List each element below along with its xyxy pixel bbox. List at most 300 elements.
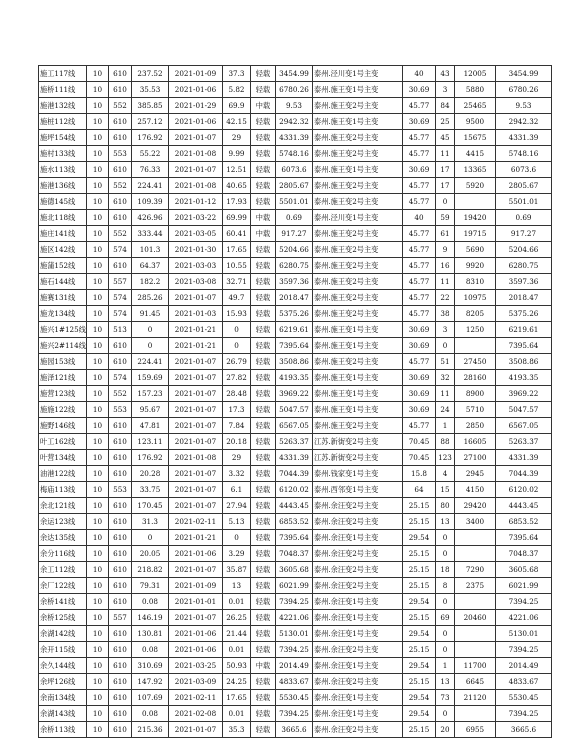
capacity-cell: 610 [109,594,132,610]
transformer-rate-cell: 25.15 [403,722,436,738]
user-count-cell: 11 [436,386,455,402]
load-rate-cell: 0 [223,530,251,546]
user-capacity-cell: 4415 [455,146,496,162]
load-status-cell: 轻载 [251,482,276,498]
line-name-cell: 余工112线 [39,562,87,578]
user-count-cell: 15 [436,482,455,498]
line-name-cell: 施营123线 [39,386,87,402]
load-cell: 79.31 [132,578,169,594]
available-capacity-cell: 4443.45 [496,498,552,514]
available-capacity-cell: 2014.49 [496,658,552,674]
user-count-cell: 3 [436,322,455,338]
user-capacity-cell [455,594,496,610]
capacity-cell: 610 [109,354,132,370]
margin-cell: 4833.67 [276,674,313,690]
load-cell: 176.92 [132,450,169,466]
voltage-cell: 10 [87,434,109,450]
date-cell: 2021-01-07 [169,466,223,482]
date-cell: 2021-01-21 [169,338,223,354]
user-count-cell: 22 [436,290,455,306]
load-cell: 20.28 [132,466,169,482]
margin-cell: 7394.25 [276,706,313,722]
voltage-cell: 10 [87,578,109,594]
voltage-cell: 10 [87,210,109,226]
load-rate-cell: 42.15 [223,114,251,130]
user-count-cell: 123 [436,450,455,466]
table-row [39,434,552,450]
available-capacity-cell: 3665.6 [496,722,552,738]
load-cell: 0.08 [132,706,169,722]
transformer-rate-cell: 30.69 [403,322,436,338]
user-count-cell: 0 [436,594,455,610]
user-capacity-cell: 2850 [455,418,496,434]
user-capacity-cell: 2945 [455,466,496,482]
table-row [39,66,552,82]
user-count-cell: 59 [436,210,455,226]
voltage-cell: 10 [87,226,109,242]
capacity-cell: 610 [109,130,132,146]
voltage-cell: 10 [87,290,109,306]
voltage-cell: 10 [87,130,109,146]
load-status-cell: 轻载 [251,370,276,386]
margin-cell: 6021.99 [276,578,313,594]
line-name-cell: 油港122线 [39,466,87,482]
available-capacity-cell: 5530.45 [496,690,552,706]
load-rate-cell: 28.48 [223,386,251,402]
available-capacity-cell: 6120.02 [496,482,552,498]
transformer-cell: 泰州.余汪变2号主变 [313,514,403,530]
load-status-cell: 轻载 [251,258,276,274]
capacity-cell: 610 [109,450,132,466]
line-name-cell: 施桩112线 [39,114,87,130]
line-name-cell: 施泽121线 [39,370,87,386]
date-cell: 2021-01-07 [169,130,223,146]
load-cell: 76.33 [132,162,169,178]
transformer-cell: 泰州.施王变2号主变 [313,290,403,306]
load-cell: 147.92 [132,674,169,690]
transformer-rate-cell: 25.15 [403,674,436,690]
load-rate-cell: 35.3 [223,722,251,738]
line-name-cell: 余桥141线 [39,594,87,610]
table-row [39,290,552,306]
voltage-cell: 10 [87,418,109,434]
transformer-rate-cell: 15.8 [403,466,436,482]
available-capacity-cell: 7044.39 [496,466,552,482]
user-count-cell: 84 [436,98,455,114]
load-rate-cell: 10.55 [223,258,251,274]
table-row [39,466,552,482]
transformer-cell: 泰州.施王变2号主变 [313,194,403,210]
load-rate-cell: 21.44 [223,626,251,642]
capacity-cell: 610 [109,418,132,434]
user-capacity-cell: 5880 [455,82,496,98]
available-capacity-cell: 2942.32 [496,114,552,130]
load-cell: 107.69 [132,690,169,706]
load-rate-cell: 24.25 [223,674,251,690]
voltage-cell: 10 [87,242,109,258]
user-count-cell: 0 [436,338,455,354]
load-cell: 31.3 [132,514,169,530]
line-name-cell: 施桥111线 [39,82,87,98]
table-row [39,450,552,466]
line-name-cell: 余达135线 [39,530,87,546]
table-row [39,418,552,434]
transformer-cell: 泰州.泾川变1号主变 [313,210,403,226]
load-cell: 35.53 [132,82,169,98]
user-count-cell: 73 [436,690,455,706]
voltage-cell: 10 [87,546,109,562]
user-count-cell: 13 [436,514,455,530]
load-rate-cell: 5.13 [223,514,251,530]
load-cell: 0 [132,338,169,354]
voltage-cell: 10 [87,658,109,674]
user-capacity-cell: 25465 [455,98,496,114]
table-row [39,514,552,530]
user-capacity-cell: 15675 [455,130,496,146]
load-rate-cell: 26.79 [223,354,251,370]
table-row [39,354,552,370]
user-capacity-cell: 28160 [455,370,496,386]
load-rate-cell: 37.3 [223,66,251,82]
user-count-cell: 24 [436,402,455,418]
margin-cell: 7394.25 [276,642,313,658]
load-status-cell: 轻载 [251,146,276,162]
date-cell: 2021-01-06 [169,626,223,642]
transformer-rate-cell: 45.77 [403,354,436,370]
load-cell: 130.81 [132,626,169,642]
capacity-cell: 610 [109,722,132,738]
transformer-cell: 泰州.施王变1号主变 [313,322,403,338]
user-count-cell: 0 [436,530,455,546]
load-rate-cell: 0.01 [223,706,251,722]
load-cell: 95.67 [132,402,169,418]
line-name-cell: 施龙134线 [39,306,87,322]
voltage-cell: 10 [87,562,109,578]
line-name-cell: 余开115线 [39,642,87,658]
table-row [39,242,552,258]
user-count-cell: 51 [436,354,455,370]
load-cell: 224.41 [132,354,169,370]
available-capacity-cell: 3454.99 [496,66,552,82]
table-row [39,162,552,178]
margin-cell: 2942.32 [276,114,313,130]
margin-cell: 5047.57 [276,402,313,418]
load-cell: 47.81 [132,418,169,434]
transformer-cell: 泰州.施王变1号主变 [313,386,403,402]
user-capacity-cell [455,642,496,658]
voltage-cell: 10 [87,722,109,738]
table-row [39,482,552,498]
transformer-rate-cell: 45.77 [403,418,436,434]
load-cell: 333.44 [132,226,169,242]
transformer-rate-cell: 29.54 [403,658,436,674]
load-cell: 0 [132,322,169,338]
user-capacity-cell: 1250 [455,322,496,338]
user-count-cell: 25 [436,114,455,130]
user-count-cell: 9 [436,242,455,258]
transformer-rate-cell: 45.77 [403,290,436,306]
user-count-cell: 0 [436,626,455,642]
voltage-cell: 10 [87,530,109,546]
margin-cell: 5375.26 [276,306,313,322]
user-count-cell: 0 [436,194,455,210]
transformer-rate-cell: 45.77 [403,146,436,162]
date-cell: 2021-01-08 [169,450,223,466]
available-capacity-cell: 6780.26 [496,82,552,98]
margin-cell: 5748.16 [276,146,313,162]
capacity-cell: 574 [109,290,132,306]
load-status-cell: 轻载 [251,722,276,738]
table-row [39,658,552,674]
user-capacity-cell: 5710 [455,402,496,418]
table-row [39,562,552,578]
available-capacity-cell: 5204.66 [496,242,552,258]
transformer-cell: 泰州.余汪变1号主变 [313,658,403,674]
capacity-cell: 574 [109,242,132,258]
line-name-cell: 施蒲152线 [39,258,87,274]
transformer-cell: 江苏.新街变2号主变 [313,434,403,450]
available-capacity-cell: 6021.99 [496,578,552,594]
load-status-cell: 轻载 [251,578,276,594]
date-cell: 2021-01-03 [169,306,223,322]
available-capacity-cell: 4331.39 [496,130,552,146]
user-capacity-cell: 10975 [455,290,496,306]
user-count-cell: 3 [436,82,455,98]
available-capacity-cell: 7395.64 [496,530,552,546]
available-capacity-cell: 2805.67 [496,178,552,194]
load-rate-cell: 49.7 [223,290,251,306]
voltage-cell: 10 [87,274,109,290]
date-cell: 2021-01-08 [169,178,223,194]
available-capacity-cell: 9.53 [496,98,552,114]
load-rate-cell: 29 [223,130,251,146]
load-rate-cell: 15.93 [223,306,251,322]
load-cell: 170.45 [132,498,169,514]
load-cell: 285.26 [132,290,169,306]
date-cell: 2021-01-06 [169,82,223,98]
line-name-cell: 施庄141线 [39,226,87,242]
available-capacity-cell: 3969.22 [496,386,552,402]
available-capacity-cell: 5047.57 [496,402,552,418]
line-name-cell: 余北121线 [39,498,87,514]
margin-cell: 4331.39 [276,450,313,466]
date-cell: 2021-01-06 [169,642,223,658]
transformer-rate-cell: 30.69 [403,370,436,386]
transformer-cell: 泰州.施王变1号主变 [313,338,403,354]
load-cell: 146.19 [132,610,169,626]
table-row [39,674,552,690]
load-cell: 109.39 [132,194,169,210]
date-cell: 2021-03-25 [169,658,223,674]
load-status-cell: 轻载 [251,434,276,450]
load-status-cell: 轻载 [251,322,276,338]
load-status-cell: 轻载 [251,162,276,178]
load-status-cell: 轻载 [251,626,276,642]
margin-cell: 3665.6 [276,722,313,738]
user-capacity-cell: 9920 [455,258,496,274]
margin-cell: 917.27 [276,226,313,242]
margin-cell: 4331.39 [276,130,313,146]
voltage-cell: 10 [87,642,109,658]
voltage-cell: 10 [87,114,109,130]
transformer-cell: 泰州.施王变2号主变 [313,242,403,258]
transformer-cell: 泰州.余汪变1号主变 [313,610,403,626]
margin-cell: 2805.67 [276,178,313,194]
transformer-cell: 泰州.施王变1号主变 [313,370,403,386]
voltage-cell: 10 [87,674,109,690]
line-name-cell: 施野146线 [39,418,87,434]
date-cell: 2021-01-07 [169,290,223,306]
load-rate-cell: 50.93 [223,658,251,674]
table-row [39,178,552,194]
table-row [39,322,552,338]
voltage-cell: 10 [87,370,109,386]
margin-cell: 2014.49 [276,658,313,674]
available-capacity-cell: 7048.37 [496,546,552,562]
load-cell: 215.36 [132,722,169,738]
line-name-cell: 施兴1#125线 [39,322,87,338]
load-status-cell: 轻载 [251,194,276,210]
transformer-cell: 泰州.施王变2号主变 [313,306,403,322]
margin-cell: 5501.01 [276,194,313,210]
load-cell: 310.69 [132,658,169,674]
user-count-cell: 13 [436,674,455,690]
margin-cell: 3597.36 [276,274,313,290]
voltage-cell: 10 [87,690,109,706]
margin-cell: 6120.02 [276,482,313,498]
transformer-rate-cell: 25.15 [403,498,436,514]
user-capacity-cell [455,546,496,562]
transformer-rate-cell: 40 [403,210,436,226]
load-status-cell: 轻载 [251,386,276,402]
load-cell: 426.96 [132,210,169,226]
capacity-cell: 610 [109,546,132,562]
user-count-cell: 69 [436,610,455,626]
user-count-cell: 18 [436,562,455,578]
transformer-rate-cell: 45.77 [403,178,436,194]
load-rate-cell: 13 [223,578,251,594]
capacity-cell: 610 [109,690,132,706]
table-row [39,578,552,594]
transformer-rate-cell: 45.77 [403,306,436,322]
transformer-rate-cell: 70.45 [403,450,436,466]
date-cell: 2021-01-07 [169,354,223,370]
margin-cell: 7394.25 [276,594,313,610]
capacity-cell: 513 [109,322,132,338]
line-name-cell: 施兴2#114线 [39,338,87,354]
transformer-rate-cell: 29.54 [403,690,436,706]
date-cell: 2021-03-08 [169,274,223,290]
user-capacity-cell [455,706,496,722]
capacity-cell: 610 [109,338,132,354]
transformer-cell: 江苏.新街变2号主变 [313,450,403,466]
user-capacity-cell: 27100 [455,450,496,466]
transformer-cell: 泰州.施王变2号主变 [313,98,403,114]
margin-cell: 5130.01 [276,626,313,642]
table-row [39,722,552,738]
margin-cell: 7395.64 [276,530,313,546]
load-status-cell: 轻载 [251,610,276,626]
date-cell: 2021-01-29 [169,98,223,114]
voltage-cell: 10 [87,82,109,98]
transformer-cell: 泰州.余汪变2号主变 [313,722,403,738]
load-cell: 159.69 [132,370,169,386]
capacity-cell: 610 [109,258,132,274]
load-cell: 218.82 [132,562,169,578]
transformer-rate-cell: 30.69 [403,162,436,178]
load-status-cell: 轻载 [251,642,276,658]
user-count-cell: 1 [436,658,455,674]
date-cell: 2021-03-05 [169,226,223,242]
load-cell: 20.05 [132,546,169,562]
capacity-cell: 610 [109,626,132,642]
date-cell: 2021-01-07 [169,370,223,386]
voltage-cell: 10 [87,402,109,418]
date-cell: 2021-01-07 [169,722,223,738]
table-row [39,706,552,722]
line-name-cell: 余久144线 [39,658,87,674]
available-capacity-cell: 6853.52 [496,514,552,530]
margin-cell: 3454.99 [276,66,313,82]
available-capacity-cell: 7394.25 [496,706,552,722]
load-status-cell: 中载 [251,98,276,114]
load-rate-cell: 0.01 [223,594,251,610]
capacity-cell: 610 [109,194,132,210]
line-name-cell: 施区142线 [39,242,87,258]
user-capacity-cell: 3400 [455,514,496,530]
date-cell: 2021-03-09 [169,674,223,690]
load-rate-cell: 32.71 [223,274,251,290]
date-cell: 2021-01-07 [169,402,223,418]
voltage-cell: 10 [87,146,109,162]
date-cell: 2021-03-03 [169,258,223,274]
load-status-cell: 轻载 [251,82,276,98]
user-count-cell: 45 [436,130,455,146]
date-cell: 2021-01-07 [169,386,223,402]
line-load-table [38,65,552,738]
line-name-cell: 余运123线 [39,514,87,530]
table-row [39,690,552,706]
user-capacity-cell: 6645 [455,674,496,690]
transformer-cell: 泰州.余汪变1号主变 [313,690,403,706]
date-cell: 2021-01-08 [169,146,223,162]
load-rate-cell: 69.99 [223,210,251,226]
user-count-cell: 88 [436,434,455,450]
load-status-cell: 轻载 [251,530,276,546]
load-rate-cell: 0 [223,338,251,354]
capacity-cell: 610 [109,530,132,546]
transformer-cell: 泰州.余汪变2号主变 [313,674,403,690]
transformer-rate-cell: 45.77 [403,98,436,114]
load-status-cell: 中载 [251,226,276,242]
user-capacity-cell: 7290 [455,562,496,578]
line-name-cell: 余桥113线 [39,722,87,738]
user-count-cell: 0 [436,706,455,722]
transformer-cell: 泰州.施王变1号主变 [313,82,403,98]
capacity-cell: 552 [109,226,132,242]
transformer-cell: 泰州.施王变2号主变 [313,130,403,146]
available-capacity-cell: 7394.25 [496,642,552,658]
load-rate-cell: 20.18 [223,434,251,450]
load-rate-cell: 17.3 [223,402,251,418]
load-rate-cell: 3.32 [223,466,251,482]
line-name-cell: 余湖143线 [39,706,87,722]
margin-cell: 6280.75 [276,258,313,274]
user-capacity-cell: 2375 [455,578,496,594]
user-capacity-cell: 19715 [455,226,496,242]
line-name-cell: 施北118线 [39,210,87,226]
load-rate-cell: 0 [223,322,251,338]
